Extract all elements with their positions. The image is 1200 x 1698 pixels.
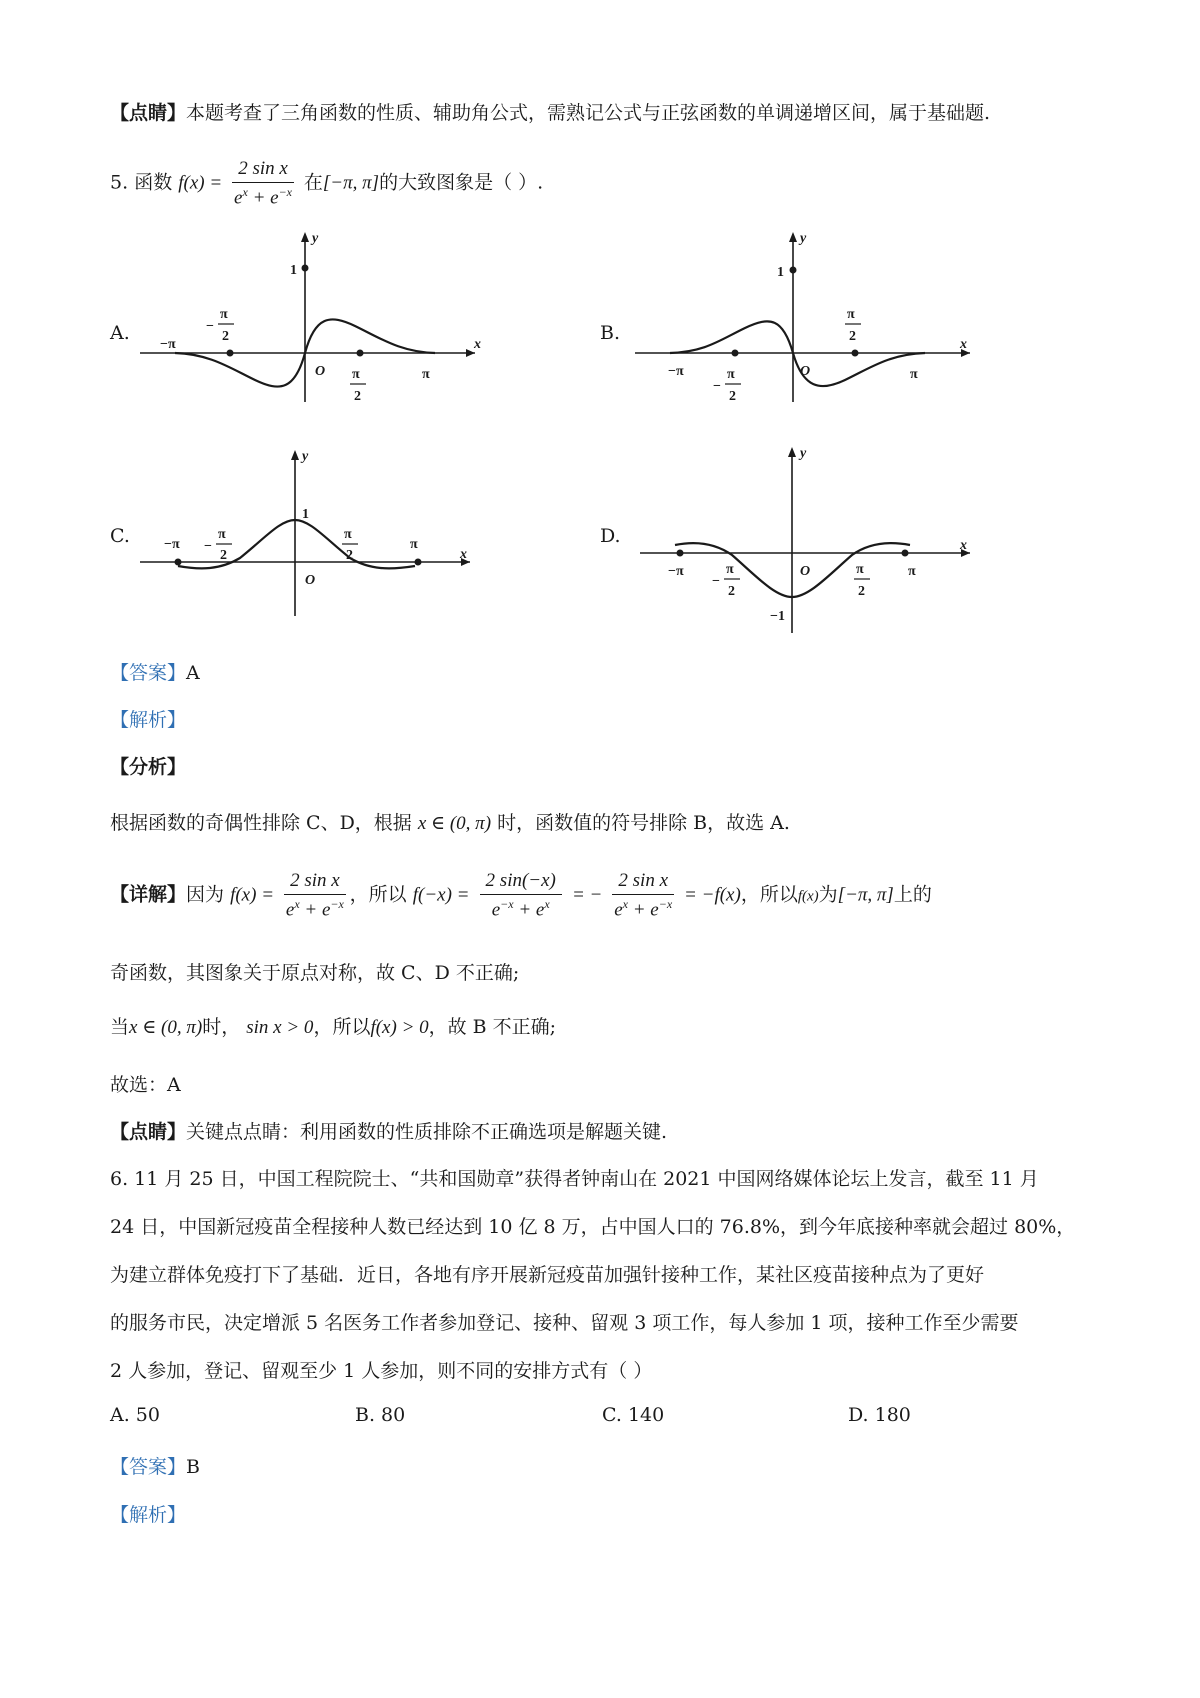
label-neg-pi: −π [668, 564, 684, 579]
point-one [302, 265, 309, 272]
q6-line-5: 2 人参加，登记、留观至少 1 人参加，则不同的安排方式有（ ） [110, 1360, 653, 1382]
condition: x ∈ (0, π) [417, 813, 492, 834]
label-pi: π [908, 564, 916, 579]
label-half-pi-num-r: π [352, 367, 360, 382]
function-name: f(x) = [178, 172, 223, 194]
point-half-pi [357, 350, 364, 357]
label-neg-one: −1 [770, 609, 785, 624]
graph-option-b [635, 230, 975, 405]
label-half-pi-den: 2 [729, 389, 736, 404]
label-half-pi-den: 2 [222, 329, 229, 344]
when-line: 当x ∈ (0, π)时， sin x > 0，所以f(x) > 0，故 B 不正确; [110, 1016, 557, 1038]
graph-option-a [140, 230, 480, 405]
label-one: 1 [777, 265, 784, 280]
fenxi-tag: 【分析】 [110, 756, 187, 778]
point-pi [902, 550, 909, 557]
label-minus: − [204, 539, 212, 554]
label-neg-pi: −π [164, 537, 180, 552]
dianjing-text: 本题考查了三角函数的性质、辅助角公式，需熟记公式与正弦函数的单调递增区间，属于基础题. [186, 102, 991, 124]
answer-value: A [186, 662, 200, 684]
label-neg-pi: −π [160, 337, 176, 352]
fraction-1: $\frac{\text{2 sin x}}{e^x + e^{-x}}$ [285, 870, 344, 921]
label-half-pi-num-r: π [856, 562, 864, 577]
q6-line-1: 6. 11 月 25 日，中国工程院院士、“共和国勋章”获得者钟南山在 2021 中国网络媒体论坛上发言，截至 11 月 [110, 1168, 1039, 1190]
q6-choice-d: D. 180 [848, 1404, 911, 1426]
y-arrow-icon [789, 232, 797, 242]
option-d-label: D. [600, 525, 621, 547]
label-minus: − [206, 319, 214, 334]
label-half-pi-den: 2 [220, 548, 227, 563]
q6-choice-c: C. 140 [602, 1404, 665, 1426]
q6-choice-b: B. 80 [355, 1404, 406, 1426]
label-x: x [960, 337, 967, 352]
label-y: y [800, 231, 807, 246]
fraction-3: $\frac{\text{2 sin x}}{e^x + e^{-x}}$ [614, 870, 673, 921]
guxuan-line: 故选：A [110, 1074, 181, 1096]
label-pi: π [410, 537, 418, 552]
option-b-label: B. [600, 322, 621, 344]
label-half-pi-num-r: π [847, 307, 855, 322]
q6-line-3: 为建立群体免疫打下了基础．近日，各地有序开展新冠疫苗加强针接种工作，某社区疫苗接种点为了更好 [110, 1264, 985, 1286]
label-half-pi-num-r: π [344, 527, 352, 542]
label-o: O [800, 364, 811, 379]
fraction-numerator: 2 sin x [232, 158, 294, 183]
label-x: x [960, 538, 967, 553]
question-5 [110, 158, 543, 209]
function-fraction [232, 158, 294, 209]
question-number: 5. [110, 171, 129, 194]
question-text-2: 在 [303, 171, 323, 194]
label-o: O [800, 564, 811, 579]
q6-line-4: 的服务市民，决定增派 5 名医务工作者参加登记、接种、留观 3 项工作，每人参加 1 项，接种工作至少需要 [110, 1312, 1019, 1334]
label-minus: − [712, 574, 720, 589]
point-neg-half-pi [227, 350, 234, 357]
option-c-label: C. [110, 525, 130, 547]
label-half-pi-num: π [727, 367, 735, 382]
point-neg-pi [175, 559, 182, 566]
question-tail: 的大致图象是（ ）. [379, 171, 544, 194]
fraction-2: $\frac{2 \sin(-x)}{e^{-x} + e^x}$ [480, 870, 562, 921]
dianjing-line-1 [110, 98, 990, 125]
label-neg-pi: −π [668, 364, 684, 379]
label-half-pi-den: 2 [728, 584, 735, 599]
point-one [790, 267, 797, 274]
label-half-pi-den-r: 2 [346, 548, 353, 563]
xiangjie-line: 【详解】因为 f(x) = $\frac{\text{2 sin x}}{e^x + e^{-x}}$ ，所以 f(−x) = $\frac{2 \sin(-x)}{e^{-x} + e^x}$ = − $\frac{\text{2 sin x}}{e^x + e^{-x}}$ = −f(x)，所以f(x)为[−π, π]上的 [110, 870, 932, 921]
point-half-pi [852, 350, 859, 357]
option-a-label: A. [110, 322, 130, 344]
jiexi-6: 【解析】 [110, 1504, 187, 1526]
dianjing-tag: 【点睛】 [110, 102, 187, 124]
label-one: 1 [290, 263, 297, 278]
label-half-pi-den-r: 2 [858, 584, 865, 599]
label-y: y [302, 449, 309, 464]
question-text: 函数 [134, 171, 173, 194]
graph-option-c [140, 448, 480, 618]
point-neg-pi [677, 550, 684, 557]
y-arrow-icon [788, 447, 796, 457]
label-half-pi-num: π [726, 562, 734, 577]
q6-line-2: 24 日，中国新冠疫苗全程接种人数已经达到 10 亿 8 万，占中国人口的 76.8%，到今年底接种率就会超过 80%， [110, 1216, 1076, 1238]
graph-option-d [640, 445, 980, 635]
point-neg-half-pi [732, 350, 739, 357]
point-pi [415, 559, 422, 566]
odd-function-line: 奇函数，其图象关于原点对称，故 C、D 不正确; [110, 962, 520, 984]
xiangjie-tag: 【详解】 [110, 883, 187, 906]
dianjing-line-2: 【点睛】关键点点睛：利用函数的性质排除不正确选项是解题关键. [110, 1121, 668, 1143]
label-pi: π [422, 367, 430, 382]
label-y: y [312, 231, 319, 246]
label-x: x [460, 547, 467, 562]
label-half-pi-den-r: 2 [849, 329, 856, 344]
curve-c [178, 520, 415, 568]
label-half-pi-num: π [218, 527, 226, 542]
answer-tag: 【答案】 [110, 662, 187, 684]
fenxi-text: 根据函数的奇偶性排除 C、D，根据 x ∈ (0, π) 时，函数值的符号排除 B，故选 A. [110, 812, 790, 834]
answer-6: 【答案】B [110, 1456, 200, 1478]
label-one: 1 [302, 507, 309, 522]
jiexi-5: 【解析】 [110, 709, 187, 731]
fraction-denominator: $e^x + e^{-x}$ [234, 185, 293, 209]
interval: [−π, π] [322, 172, 380, 194]
label-pi: π [910, 367, 918, 382]
y-arrow-icon [291, 450, 299, 460]
label-o: O [305, 573, 316, 588]
label-x: x [474, 337, 481, 352]
y-arrow-icon [301, 232, 309, 242]
label-minus: − [713, 379, 721, 394]
label-y: y [800, 446, 807, 461]
label-o: O [315, 364, 326, 379]
label-half-pi-den-r: 2 [354, 389, 361, 404]
q6-choice-a: A. 50 [110, 1404, 160, 1426]
answer-5 [110, 658, 200, 685]
label-half-pi-num: π [220, 307, 228, 322]
